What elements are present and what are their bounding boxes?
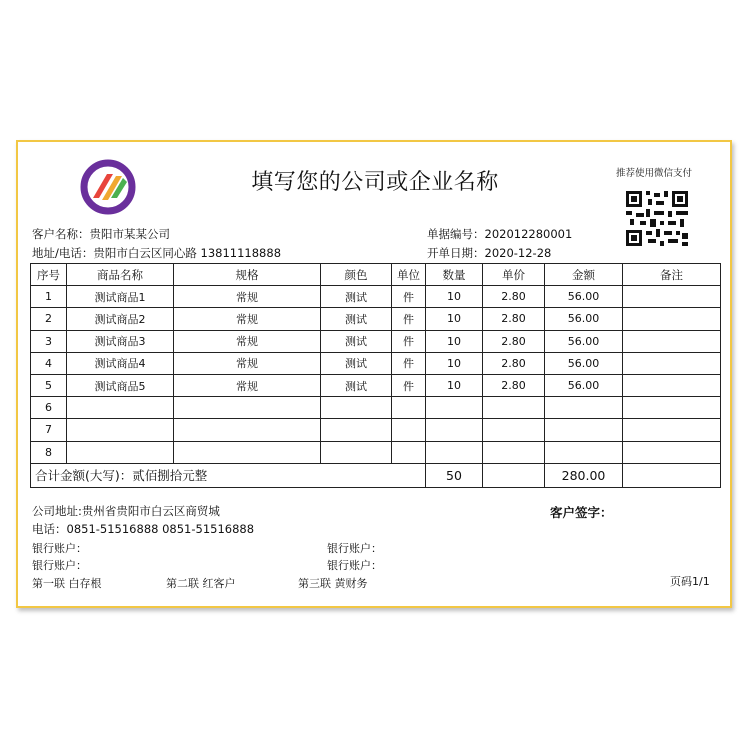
bank-account-label: 银行账户： [327, 542, 382, 555]
table-cell: 测试商品5 [67, 374, 174, 396]
page-number: 页码1/1 [670, 575, 710, 588]
table-cell [483, 397, 545, 419]
qr-label: 推荐使用微信支付 [616, 168, 693, 179]
company-address: 公司地址:贵州省贵阳市白云区商贸城 [32, 504, 220, 518]
table-cell: 56.00 [545, 352, 623, 374]
table-row [31, 397, 721, 419]
table-cell: 10 [426, 352, 483, 374]
table-cell: 件 [392, 352, 426, 374]
table-cell [392, 441, 426, 463]
table-cell [67, 397, 174, 419]
table-cell [174, 441, 321, 463]
company-phone: 电话：0851-51516888 0851-51516888 [32, 522, 255, 536]
table-cell: 7 [31, 419, 67, 441]
total-quantity: 50 [426, 463, 483, 487]
table-cell: 常规 [174, 374, 321, 396]
company-title: 填写您的公司或企业名称 [251, 170, 499, 195]
customer-sign-label: 客户签字： [550, 505, 613, 520]
table-cell: 测试商品2 [67, 308, 174, 330]
table-cell: 10 [426, 330, 483, 352]
table-cell [545, 419, 623, 441]
table-cell: 10 [426, 286, 483, 308]
table-cell: 2.80 [483, 330, 545, 352]
total-amount-words: 合计金额(大写)：贰佰捌拾元整 [31, 463, 426, 487]
total-amount: 280.00 [545, 463, 623, 487]
table-cell [67, 441, 174, 463]
table-cell [392, 419, 426, 441]
table-cell: 测试 [321, 330, 392, 352]
header-cell: 单价 [483, 264, 545, 286]
table-cell [426, 397, 483, 419]
bank-account-label: 银行账户： [32, 542, 87, 555]
table-cell [67, 419, 174, 441]
header-cell: 颜色 [321, 264, 392, 286]
table-cell: 常规 [174, 308, 321, 330]
table-cell [623, 308, 721, 330]
table-row [31, 374, 721, 396]
table-cell: 件 [392, 308, 426, 330]
table-cell [545, 397, 623, 419]
header-cell: 金额 [545, 264, 623, 286]
table-cell: 测试 [321, 374, 392, 396]
table-cell: 4 [31, 352, 67, 374]
open-date: 开单日期：2020-12-28 [427, 246, 552, 260]
items-table [30, 263, 721, 488]
table-cell [623, 441, 721, 463]
table-row [31, 286, 721, 308]
table-cell: 8 [31, 441, 67, 463]
table-cell [483, 419, 545, 441]
table-cell: 件 [392, 286, 426, 308]
table-cell: 6 [31, 397, 67, 419]
qr-code [626, 191, 688, 246]
customer-name: 客户名称：贵阳市某某公司 [32, 227, 170, 241]
table-cell [483, 441, 545, 463]
header-cell: 单位 [392, 264, 426, 286]
table-cell: 测试商品4 [67, 352, 174, 374]
table-row [31, 330, 721, 352]
header-cell: 规格 [174, 264, 321, 286]
total-row [31, 463, 721, 487]
bank-account-label: 银行账户： [327, 559, 382, 572]
table-row [31, 419, 721, 441]
copy-label-yellow: 第三联 黄财务 [298, 577, 368, 590]
table-cell [426, 419, 483, 441]
table-cell: 10 [426, 308, 483, 330]
table-cell [174, 419, 321, 441]
bank-account-label: 银行账户： [32, 559, 87, 572]
header-cell: 商品名称 [67, 264, 174, 286]
table-cell [623, 286, 721, 308]
table-cell: 10 [426, 374, 483, 396]
table-cell [623, 330, 721, 352]
table-cell [174, 397, 321, 419]
table-cell: 2.80 [483, 352, 545, 374]
copy-label-red: 第二联 红客户 [166, 577, 236, 590]
table-cell [545, 441, 623, 463]
table-row [31, 308, 721, 330]
table-row [31, 352, 721, 374]
table-cell [426, 441, 483, 463]
table-cell: 56.00 [545, 330, 623, 352]
table-cell: 常规 [174, 352, 321, 374]
table-cell: 56.00 [545, 374, 623, 396]
table-cell: 测试商品1 [67, 286, 174, 308]
table-cell: 5 [31, 374, 67, 396]
table-cell: 常规 [174, 286, 321, 308]
table-cell [623, 374, 721, 396]
copy-label-white: 第一联 白存根 [32, 577, 102, 590]
table-cell [623, 397, 721, 419]
table-cell: 测试 [321, 308, 392, 330]
table-cell: 常规 [174, 330, 321, 352]
table-cell: 2.80 [483, 286, 545, 308]
table-cell: 56.00 [545, 286, 623, 308]
table-row [31, 441, 721, 463]
table-cell: 件 [392, 330, 426, 352]
doc-number: 单据编号：202012280001 [427, 227, 573, 241]
total-empty-cell [623, 463, 721, 487]
table-cell: 3 [31, 330, 67, 352]
table-cell: 测试商品3 [67, 330, 174, 352]
table-cell [321, 397, 392, 419]
table-cell: 1 [31, 286, 67, 308]
table-cell [321, 441, 392, 463]
table-header-row [31, 264, 721, 286]
table-cell: 测试 [321, 286, 392, 308]
table-cell: 2.80 [483, 308, 545, 330]
address-phone: 地址/电话：贵阳市白云区同心路 13811118888 [32, 246, 282, 260]
table-cell [321, 419, 392, 441]
table-cell [623, 419, 721, 441]
total-empty-cell [483, 463, 545, 487]
table-cell [623, 352, 721, 374]
table-cell: 件 [392, 374, 426, 396]
header-cell: 序号 [31, 264, 67, 286]
header-cell: 数量 [426, 264, 483, 286]
table-cell [392, 397, 426, 419]
table-cell: 测试 [321, 352, 392, 374]
table-cell: 2 [31, 308, 67, 330]
table-cell: 2.80 [483, 374, 545, 396]
table-cell: 56.00 [545, 308, 623, 330]
header-cell: 备注 [623, 264, 721, 286]
